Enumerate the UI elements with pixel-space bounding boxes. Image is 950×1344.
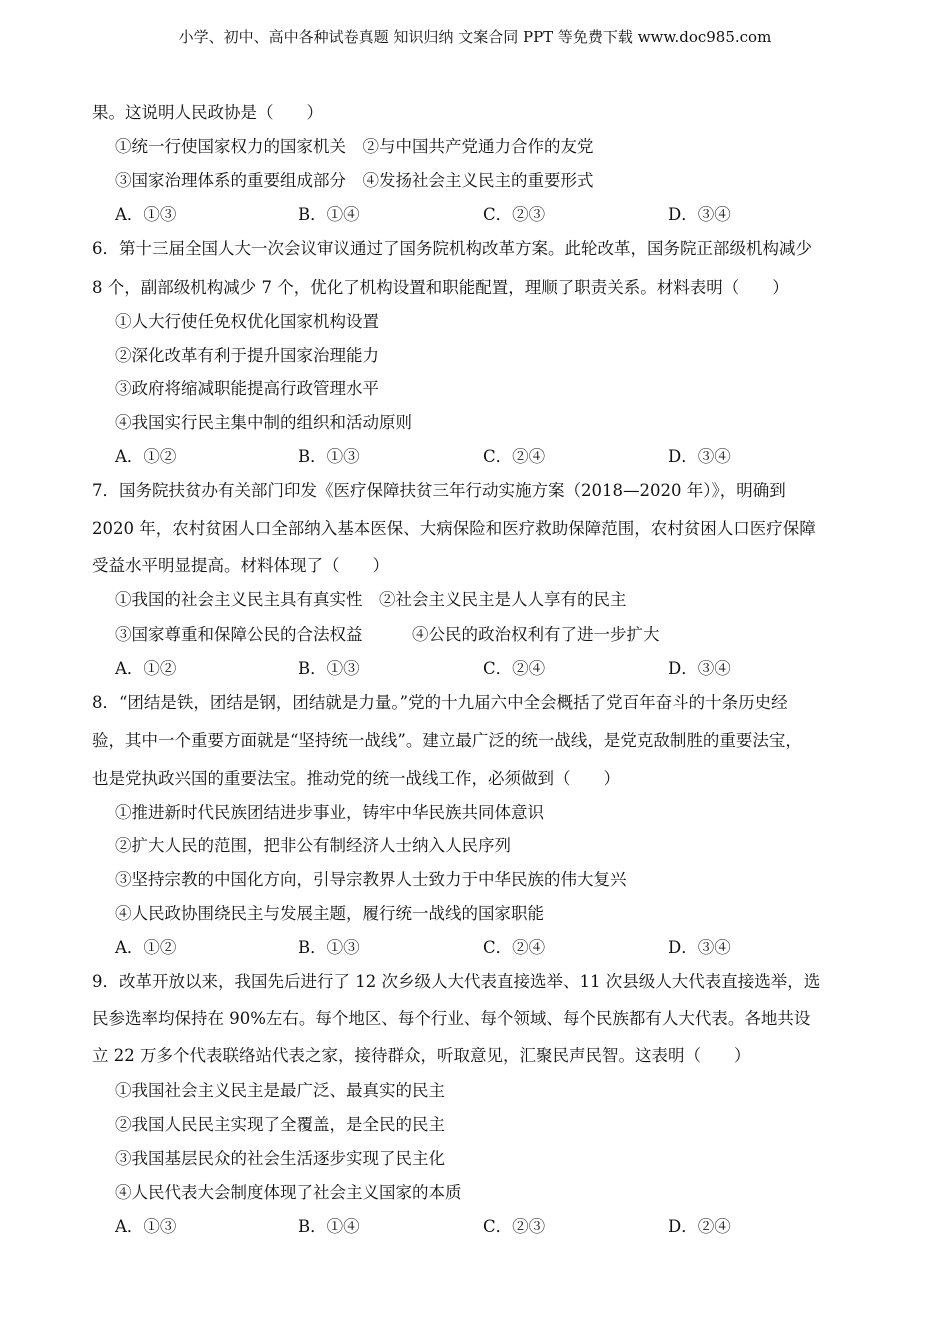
question-text-line: 也是党执政兴国的重要法宝。推动党的统一战线工作，必须做到（ ） bbox=[92, 769, 620, 788]
answer-choice-c: C．②④ bbox=[483, 659, 546, 678]
answer-choice-d: D．③④ bbox=[668, 447, 731, 466]
answer-choice-a: A．①② bbox=[115, 938, 177, 957]
option-statement: ④人民代表大会制度体现了社会主义国家的本质 bbox=[115, 1183, 462, 1202]
option-statement: ②我国人民民主实现了全覆盖，是全民的民主 bbox=[115, 1115, 445, 1134]
question-text-line: 8．“团结是铁，团结是钢，团结就是力量。”党的十九届六中全会概括了党百年奋斗的十条历史经 bbox=[92, 693, 788, 712]
answer-choices bbox=[115, 446, 855, 468]
question-text-line: 9．改革开放以来，我国先后进行了 12 次乡级人大代表直接选举、11 次县级人大代表直接选举，选 bbox=[92, 972, 821, 991]
answer-choice-c: C．②③ bbox=[483, 1217, 546, 1236]
answer-choice-d: D．③④ bbox=[668, 659, 731, 678]
option-statement: ④人民政协围绕民主与发展主题，履行统一战线的国家职能 bbox=[115, 904, 544, 923]
answer-choice-a: A．①③ bbox=[115, 205, 177, 224]
answer-choice-c: C．②③ bbox=[483, 205, 546, 224]
option-statement: ①人大行使任免权优化国家机构设置 bbox=[115, 312, 379, 331]
question-text-line: 民参选率均保持在 90%左右。每个地区、每个行业、每个领域、每个民族都有人大代表。各地共设 bbox=[92, 1009, 811, 1028]
answer-choice-c: C．②④ bbox=[483, 938, 546, 957]
question-text-line: 8 个，副部级机构减少 7 个，优化了机构设置和职能配置，理顺了职责关系。材料表明（ ） bbox=[92, 278, 789, 297]
answer-choice-d: D．③④ bbox=[668, 205, 731, 224]
option-statement: ③国家尊重和保障公民的合法权益 ④公民的政治权利有了进一步扩大 bbox=[115, 625, 660, 644]
option-statement: ①我国社会主义民主是最广泛、最真实的民主 bbox=[115, 1081, 445, 1100]
answer-choice-b: B．①③ bbox=[298, 659, 360, 678]
page-header: 小学、初中、高中各种试卷真题 知识归纳 文案合同 PPT 等免费下载 www.doc985.com bbox=[178, 28, 772, 46]
answer-choice-b: B．①③ bbox=[298, 938, 360, 957]
option-statement: ③坚持宗教的中国化方向，引导宗教界人士致力于中华民族的伟大复兴 bbox=[115, 870, 627, 889]
answer-choice-b: B．①④ bbox=[298, 1217, 360, 1236]
answer-choices bbox=[115, 658, 855, 680]
option-statement: ②深化改革有利于提升国家治理能力 bbox=[115, 346, 379, 365]
option-statement: ②扩大人民的范围，把非公有制经济人士纳入人民序列 bbox=[115, 836, 511, 855]
option-statement: ①我国的社会主义民主具有真实性 ②社会主义民主是人人享有的民主 bbox=[115, 590, 627, 609]
answer-choices bbox=[115, 204, 855, 226]
answer-choice-c: C．②④ bbox=[483, 447, 546, 466]
option-statement: ①统一行使国家权力的国家机关 ②与中国共产党通力合作的友党 bbox=[115, 137, 594, 156]
answer-choice-d: D．③④ bbox=[668, 938, 731, 957]
question-text-line: 6．第十三届全国人大一次会议审议通过了国务院机构改革方案。此轮改革，国务院正部级机构减少 bbox=[92, 239, 812, 258]
option-statement: ③国家治理体系的重要组成部分 ④发扬社会主义民主的重要形式 bbox=[115, 171, 594, 190]
question-text-line: 7．国务院扶贫办有关部门印发《医疗保障扶贫三年行动实施方案（2018—2020 年）》，明确到 bbox=[92, 481, 786, 500]
answer-choice-b: B．①④ bbox=[298, 205, 360, 224]
option-statement: ①推进新时代民族团结进步事业，铸牢中华民族共同体意识 bbox=[115, 803, 544, 822]
answer-choice-b: B．①③ bbox=[298, 447, 360, 466]
question-text-line: 果。这说明人民政协是（ ） bbox=[92, 103, 323, 122]
option-statement: ③我国基层民众的社会生活逐步实现了民主化 bbox=[115, 1149, 445, 1168]
question-text-line: 2020 年，农村贫困人口全部纳入基本医保、大病保险和医疗救助保障范围，农村贫困人口医疗保障 bbox=[92, 519, 816, 538]
question-text-line: 受益水平明显提高。材料体现了（ ） bbox=[92, 556, 389, 575]
answer-choice-a: A．①② bbox=[115, 447, 177, 466]
answer-choice-a: A．①③ bbox=[115, 1217, 177, 1236]
question-text-line: 立 22 万多个代表联络站代表之家，接待群众，听取意见，汇聚民声民智。这表明（ ） bbox=[92, 1046, 751, 1065]
option-statement: ④我国实行民主集中制的组织和活动原则 bbox=[115, 413, 412, 432]
question-text-line: 验，其中一个重要方面就是“坚持统一战线”。建立最广泛的统一战线，是党克敌制胜的重要法宝， bbox=[92, 731, 802, 750]
answer-choice-d: D．②④ bbox=[668, 1217, 731, 1236]
answer-choices bbox=[115, 1216, 855, 1238]
answer-choice-a: A．①② bbox=[115, 659, 177, 678]
option-statement: ③政府将缩减职能提高行政管理水平 bbox=[115, 379, 379, 398]
answer-choices bbox=[115, 937, 855, 959]
